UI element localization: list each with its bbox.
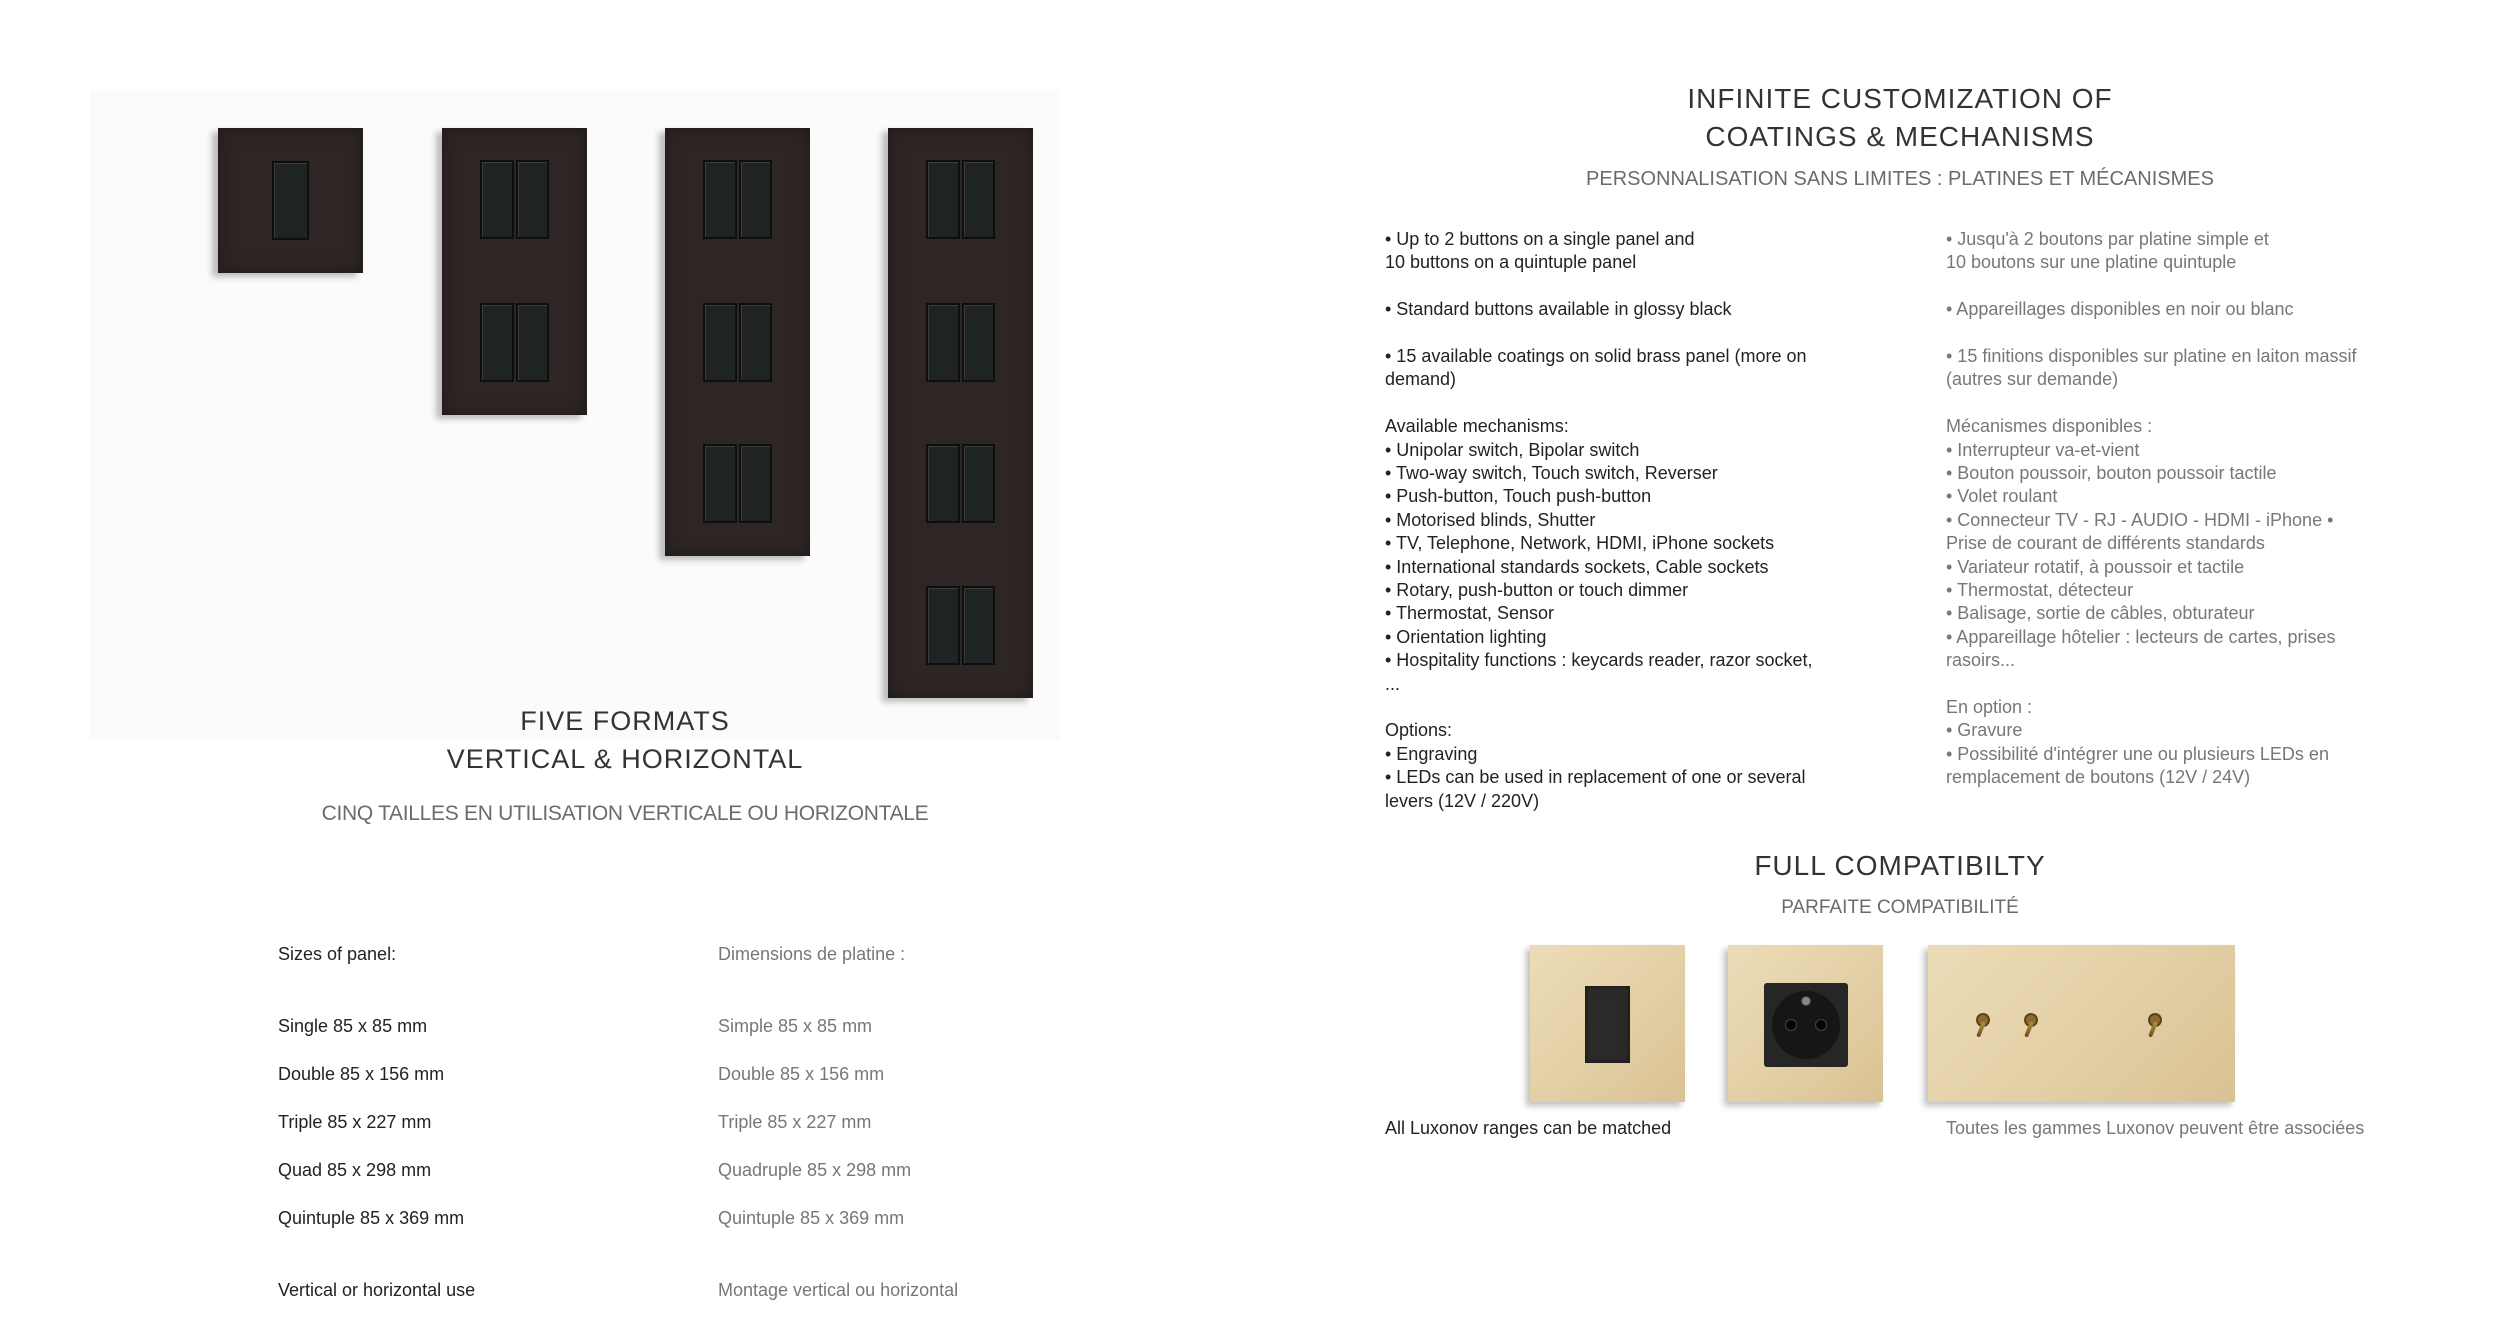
size-line: Single 85 x 85 mm: [278, 1016, 428, 1036]
size-line: Quintuple 85 x 369 mm: [278, 1208, 465, 1228]
key: [480, 160, 514, 239]
mechanism-item: • TV, Telephone, Network, HDMI, iPhone sockets: [1385, 533, 1775, 554]
caption-english: All Luxonov ranges can be matched: [1385, 1118, 1672, 1138]
feature-line: 10 boutons sur une platine quintuple: [1946, 252, 2237, 273]
features-english: [1385, 228, 1825, 813]
sizes-french: [718, 918, 958, 1326]
mechanism-item: • Push-button, Touch push-button: [1385, 486, 1652, 507]
key: [516, 160, 550, 239]
key: [926, 444, 960, 523]
key: [962, 586, 996, 665]
brass-plate-socket: [1728, 945, 1883, 1102]
key: [962, 444, 996, 523]
mechanism-item: • Orientation lighting: [1385, 626, 1547, 647]
key: [962, 303, 996, 382]
mechanism-item: rasoirs...: [1946, 650, 2016, 671]
panel-triple: [665, 128, 810, 556]
mechanism-item: • Rotary, push-button or touch dimmer: [1385, 580, 1689, 601]
mechanism-item: • Thermostat, détecteur: [1946, 580, 2134, 601]
feature-line: demand): [1385, 369, 1457, 390]
mechanism-item: Prise de courant de différents standards: [1946, 533, 2265, 554]
button-pair: [926, 160, 995, 239]
size-line: Simple 85 x 85 mm: [718, 1016, 873, 1036]
mechanism-item: • Motorised blinds, Shutter: [1385, 509, 1596, 530]
key: [703, 444, 737, 523]
option-item: • Gravure: [1946, 720, 2023, 741]
feature-line: 10 buttons on a quintuple panel: [1385, 252, 1637, 273]
size-line: Triple 85 x 227 mm: [718, 1112, 872, 1132]
button-pair: [703, 444, 772, 523]
panel-quad: [888, 128, 1033, 698]
formats-title-line1: FIVE FORMATS: [520, 706, 730, 736]
key: [739, 303, 773, 382]
button-pair: [703, 160, 772, 239]
mechanism-item: • Unipolar switch, Bipolar switch: [1385, 439, 1640, 460]
key: [926, 303, 960, 382]
customization-title-line1: INFINITE CUSTOMIZATION OF: [1687, 83, 2113, 114]
power-socket-icon: [1764, 983, 1848, 1067]
mechanism-item: • Thermostat, Sensor: [1385, 603, 1555, 624]
button-single: [272, 161, 309, 240]
feature-line: • Standard buttons available in glossy black: [1385, 299, 1732, 320]
sizes-heading-fr: Dimensions de platine :: [718, 944, 906, 964]
formats-title: [390, 702, 860, 778]
key: [516, 303, 550, 382]
feature-line: • 15 available coatings on solid brass panel (more on: [1385, 346, 1807, 366]
caption-french: Toutes les gammes Luxonov peuvent être associées: [1946, 1118, 2365, 1138]
customization-title-line2: COATINGS & MECHANISMS: [1705, 121, 2095, 152]
mechanism-item: • Balisage, sortie de câbles, obturateur: [1946, 603, 2255, 624]
size-line: Quadruple 85 x 298 mm: [718, 1160, 912, 1180]
panel-single: [218, 128, 363, 273]
features-french: [1946, 228, 2376, 790]
key: [739, 160, 773, 239]
feature-line: • Appareillages disponibles en noir ou blanc: [1946, 299, 2294, 320]
sizes-english: [278, 918, 475, 1326]
size-line: Triple 85 x 227 mm: [278, 1112, 432, 1132]
sizes-footer-en: Vertical or horizontal use: [278, 1280, 476, 1300]
size-line: Quintuple 85 x 369 mm: [718, 1208, 905, 1228]
option-item: levers (12V / 220V): [1385, 790, 1540, 811]
size-line: Double 85 x 156 mm: [718, 1064, 885, 1084]
button-pair: [926, 303, 995, 382]
options-heading: Options:: [1385, 720, 1453, 741]
feature-line: • Jusqu'à 2 boutons par platine simple et: [1946, 229, 2269, 249]
button-pair: [480, 303, 549, 382]
mechanism-item: • Bouton poussoir, bouton poussoir tactile: [1946, 463, 2277, 484]
key: [926, 586, 960, 665]
customization-subtitle: PERSONNALISATION SANS LIMITES : PLATINES ET MÉCANISMES: [1586, 168, 2214, 190]
mechanism-item: • Volet roulant: [1946, 486, 2058, 507]
option-item: • Engraving: [1385, 743, 1478, 764]
feature-line: (autres sur demande): [1946, 369, 2119, 390]
feature-line: • Up to 2 buttons on a single panel and: [1385, 229, 1695, 249]
brass-plate-toggles: [1928, 945, 2235, 1102]
mechanism-item: • Hospitality functions : keycards reader, razor socket,: [1385, 650, 1813, 671]
feature-line: • 15 finitions disponibles sur platine en laiton massif: [1946, 346, 2357, 366]
option-item: • LEDs can be used in replacement of one or several: [1385, 767, 1806, 788]
formats-subtitle: CINQ TAILLES EN UTILISATION VERTICALE OU HORIZONTALE: [321, 802, 929, 825]
sizes-footer-fr: Montage vertical ou horizontal: [718, 1280, 959, 1300]
button-pair: [703, 303, 772, 382]
key: [272, 161, 309, 240]
options-heading: En option :: [1946, 697, 2033, 718]
mechanism-item: • Two-way switch, Touch switch, Reverser: [1385, 463, 1718, 484]
toggle-lever-icon: [2148, 1013, 2162, 1027]
toggle-lever-icon: [1976, 1013, 1990, 1027]
option-item: • Possibilité d'intégrer une ou plusieurs LEDs en: [1946, 743, 2329, 764]
key: [703, 303, 737, 382]
mechanism-item: • Appareillage hôtelier : lecteurs de cartes, prises: [1946, 626, 2336, 647]
mechanism-item: • Interrupteur va-et-vient: [1946, 439, 2140, 460]
rocker-switch-icon: [1585, 986, 1630, 1063]
mechanisms-heading: Mécanismes disponibles :: [1946, 416, 2153, 437]
mechanism-item: • Connecteur TV - RJ - AUDIO - HDMI - iPhone •: [1946, 509, 2334, 530]
compatibility-subtitle: PARFAITE COMPATIBILITÉ: [1781, 897, 2019, 918]
button-pair: [480, 160, 549, 239]
mechanism-item: • International standards sockets, Cable sockets: [1385, 556, 1769, 577]
key: [480, 303, 514, 382]
toggle-lever-icon: [2024, 1013, 2038, 1027]
option-item: remplacement de boutons (12V / 24V): [1946, 767, 2251, 788]
size-line: Double 85 x 156 mm: [278, 1064, 445, 1084]
key: [703, 160, 737, 239]
button-pair: [926, 586, 995, 665]
button-pair: [926, 444, 995, 523]
brass-plate-switch: [1530, 945, 1685, 1102]
compatibility-title: FULL COMPATIBILTY: [1754, 850, 2046, 881]
panel-double: [442, 128, 587, 415]
formats-title-line2: VERTICAL & HORIZONTAL: [446, 744, 804, 774]
mechanisms-heading: Available mechanisms:: [1385, 416, 1569, 437]
key: [739, 444, 773, 523]
size-line: Quad 85 x 298 mm: [278, 1160, 432, 1180]
mechanism-item: • Variateur rotatif, à poussoir et tactile: [1946, 556, 2245, 577]
mechanism-item: ...: [1385, 673, 1401, 694]
key: [962, 160, 996, 239]
sizes-heading-en: Sizes of panel:: [278, 944, 397, 964]
customization-title: [1550, 80, 2250, 156]
key: [926, 160, 960, 239]
